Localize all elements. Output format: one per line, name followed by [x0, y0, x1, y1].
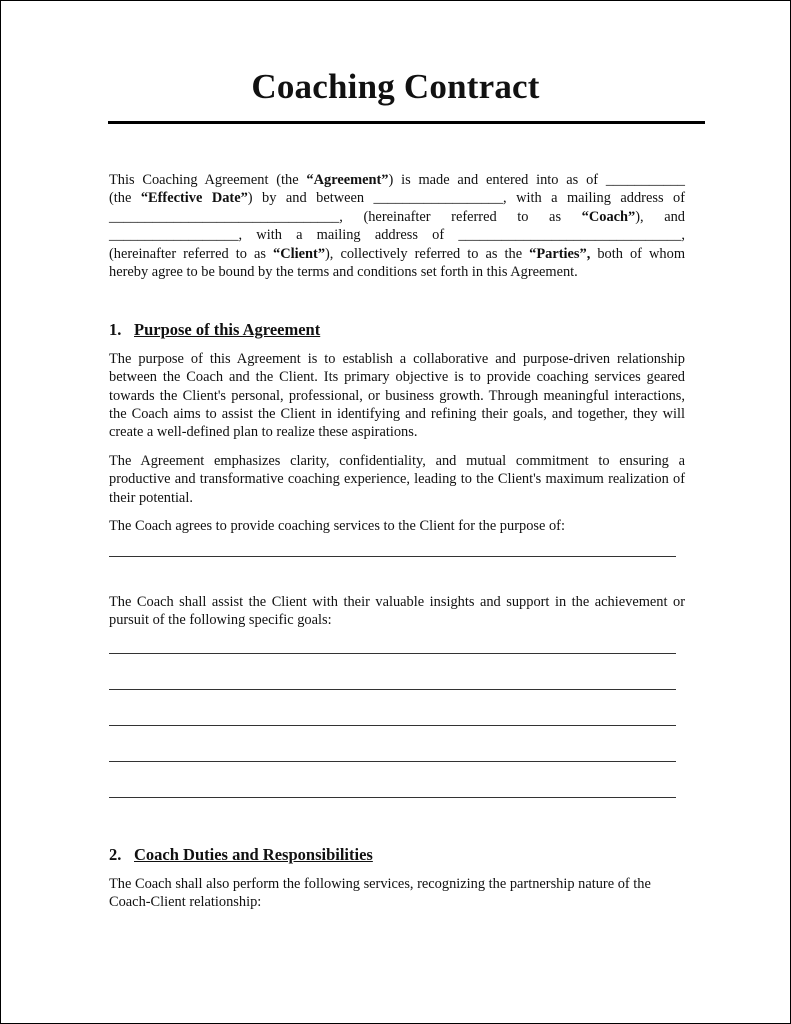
intro-line-4 [109, 226, 685, 244]
intro-text: hereby agree to be bound by the terms and conditions set forth in this Agreement. [109, 264, 578, 281]
section-title: Coach Duties and Responsibilities [134, 845, 373, 865]
intro-line-1 [109, 171, 685, 189]
client-term: “Client” [273, 245, 326, 262]
coach-term: “Coach” [581, 208, 636, 225]
section-number: 2. [109, 845, 122, 865]
spacer [109, 557, 685, 593]
intro-paragraph [109, 171, 685, 281]
document-title: Coaching Contract [251, 67, 540, 106]
section-1-paragraph-4: The Coach shall assist the Client with their valuable insights and support in the achievement or pursuit of the following specific goals: [109, 593, 685, 628]
document-body [109, 171, 685, 922]
section-2-paragraph-1: The Coach shall also perform the following services, recognizing the partnership nature of the Coach-Client relationship: [109, 875, 651, 911]
intro-text: __________________, with a mailing address of _______________________________, [109, 227, 685, 244]
section-1-paragraph-3: The Coach agrees to provide coaching services to the Client for the purpose of: [109, 518, 565, 535]
goal-fill-line[interactable] [109, 725, 676, 726]
intro-text: ) by and between __________________, with a mailing address of [247, 190, 685, 207]
intro-text: ), collectively referred to as the [325, 245, 530, 262]
goals-fill-lines [109, 653, 685, 798]
intro-text: (the [109, 190, 141, 207]
agreement-term: “Agreement” [306, 172, 389, 188]
intro-line-2 [109, 189, 685, 207]
parties-term: “Parties”, [529, 245, 591, 262]
intro-text: ________________________________, (hereinafter referred to as [109, 208, 582, 225]
intro-text: ), and [635, 208, 685, 225]
section-1-paragraph-1: The purpose of this Agreement is to establish a collaborative and purpose-driven relationship between the Coach and the Client. Its primary objective is to provide coaching services geared towards the Client's personal, professional, or business growth. Through meaningful interactions, the Coach aims to assist the Client in identifying and refining their goals, and together, they will create a well-defined plan to realize these aspirations. [109, 350, 685, 441]
intro-line-6 [109, 263, 685, 281]
goal-fill-line[interactable] [109, 653, 676, 654]
goal-fill-line[interactable] [109, 797, 676, 798]
goal-fill-line[interactable] [109, 689, 676, 690]
intro-text: (hereinafter referred to as [109, 245, 274, 262]
section-number: 1. [109, 320, 122, 340]
section-1-heading [109, 321, 685, 339]
intro-line-3 [109, 208, 685, 226]
intro-text: ) is made and entered into as of ___________ [388, 172, 686, 188]
section-1-paragraph-2: The Agreement emphasizes clarity, confidentiality, and mutual commitment to ensuring a productive and transformative coaching experience, leading to the Client's maximum realization of their potential. [109, 452, 685, 506]
section-title: Purpose of this Agreement [134, 320, 321, 340]
goal-fill-line[interactable] [109, 761, 676, 762]
intro-text: both of whom [590, 245, 686, 262]
section-2-heading [109, 846, 685, 864]
intro-line-5 [109, 245, 685, 263]
effective-date-term: “Effective Date” [140, 190, 248, 207]
title-rule [108, 121, 705, 124]
intro-text: This Coaching Agreement (the [109, 172, 307, 188]
